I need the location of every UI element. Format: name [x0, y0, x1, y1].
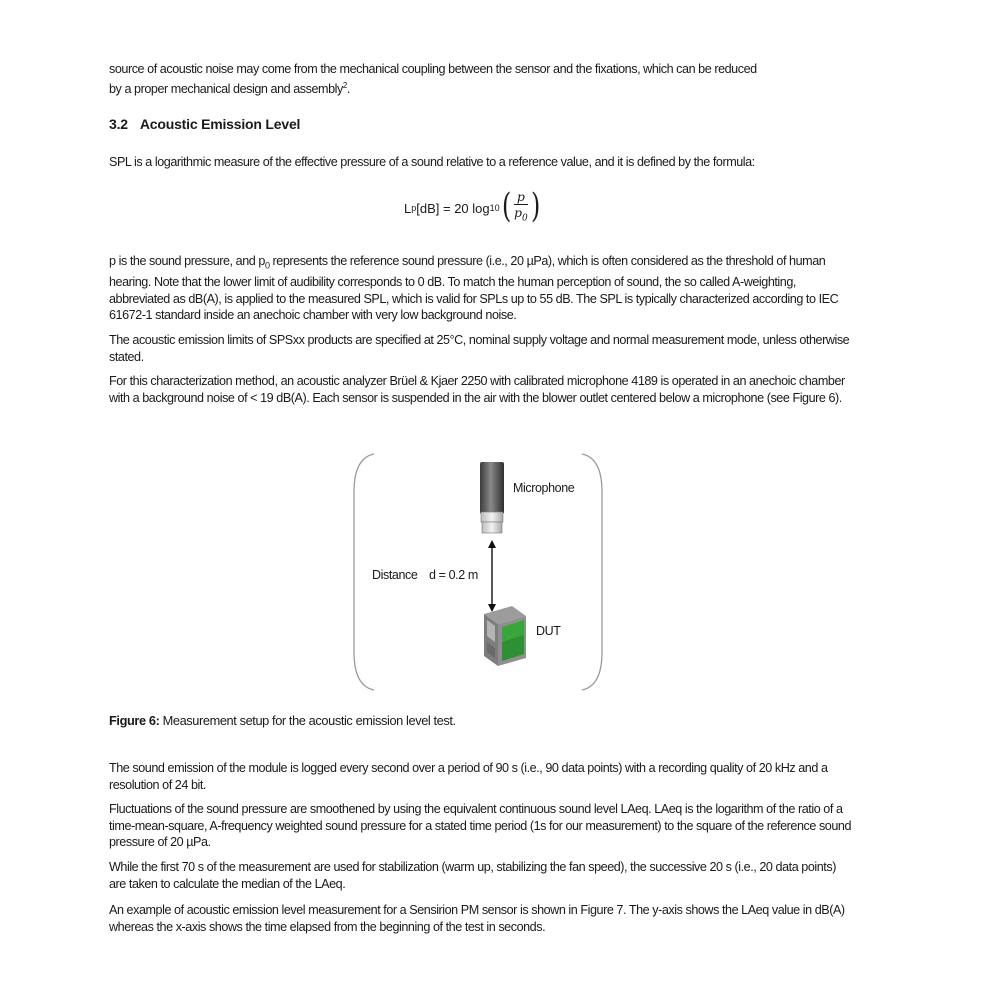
formula-fraction	[514, 189, 528, 227]
section-number: 3.2	[109, 116, 128, 132]
dut-label: DUT	[536, 624, 561, 638]
formula-denominator: $p_0$	[514, 205, 528, 224]
distance-label: Distance	[372, 568, 418, 582]
figure-caption	[109, 713, 456, 728]
formula-numerator: p	[514, 189, 528, 205]
dut-sensor-icon	[484, 606, 526, 666]
formula-unit: [dB] = 20 log	[416, 200, 490, 216]
logging-paragraph: The sound emission of the module is logged every second over a period of 90 s (i.e., 90 data points) with a recording quality of 20 kHz and a resolution of 24 bit.	[109, 761, 828, 792]
right-paren: )	[530, 186, 541, 226]
intro-line-2: by a proper mechanical design and assembly	[109, 81, 343, 96]
intro-line-2-end: .	[346, 81, 350, 96]
fluctuation-paragraph: Fluctuations of the sound pressure are smoothened by using the equivalent continuous sound level LAeq. LAeq is the logarithm of the ratio of a time-mean-square, A-frequency weighted sound pressure for a stated time period (1s for our measurement) to the square of the reference sound pressure of 20 µPa.	[109, 802, 852, 849]
section-heading	[109, 116, 300, 132]
caption-text: Measurement setup for the acoustic emission level test.	[159, 713, 456, 728]
microphone-icon	[480, 462, 504, 533]
method-paragraph: For this characterization method, an acoustic analyzer Brüel & Kjaer 2250 with calibrated microphone 4189 is operated in an anechoic chamber with a background noise of < 19 dB(A). Each sensor is suspended in the air with the blower outlet centered below a microphone (see Figure 6).	[109, 374, 845, 405]
definition-paragraph: SPL is a logarithmic measure of the effective pressure of a sound relative to a reference value, and it is defined by the formula:	[109, 155, 755, 169]
intro-paragraph	[109, 61, 854, 97]
formula-log-base: 10	[489, 203, 500, 213]
example-paragraph: An example of acoustic emission level measurement for a Sensirion PM sensor is shown in Figure 7. The y-axis shows the LAeq value in dB(A) whereas the x-axis shows the time elapsed from the beginning of the test in seconds.	[109, 903, 845, 934]
chamber-left-bracket	[354, 454, 374, 690]
formula-lhs: L	[404, 200, 412, 216]
microphone-label: Microphone	[513, 481, 575, 495]
distance-arrow-icon	[488, 540, 496, 612]
measurement-setup-figure	[352, 452, 604, 692]
left-paren: (	[501, 186, 511, 226]
limits-paragraph: The acoustic emission limits of SPSxx products are specified at 25°C, nominal supply voltage and normal measurement mode, unless otherwise stated.	[109, 333, 850, 364]
stabilization-paragraph: While the first 70 s of the measurement are used for stabilization (warm up, stabilizing the fan speed), the successive 20 s (i.e., 20 data points) are taken to calculate the median of the LAeq.	[109, 860, 836, 891]
caption-label: Figure 6:	[109, 713, 160, 728]
distance-value: d = 0.2 m	[429, 568, 478, 582]
spl-formula	[404, 186, 542, 230]
pressure-paragraph: p is the sound pressure, and $p_0$ represents the reference sound pressure (i.e., 20 µPa), which is often considered as the threshold of human hearing. Note that the lower limit of audibility corresponds to 0 dB. To match the human perception of sound, the so called A-weighting, abbreviated as dB(A), is applied to the measured SPL, which is valid for SPLs up to 55 dB. The SPL is typically characterized according to IEC 61672-1 standard inside an anechoic chamber with very low background noise.	[109, 254, 839, 323]
section-title: Acoustic Emission Level	[139, 116, 301, 132]
formula-lhs-sub: p	[411, 203, 417, 213]
footnote-marker: 2	[342, 80, 347, 90]
intro-line-1: source of acoustic noise may come from the mechanical coupling between the sensor and the fixations, which can be reduced	[109, 62, 757, 76]
chamber-right-bracket	[582, 454, 602, 690]
